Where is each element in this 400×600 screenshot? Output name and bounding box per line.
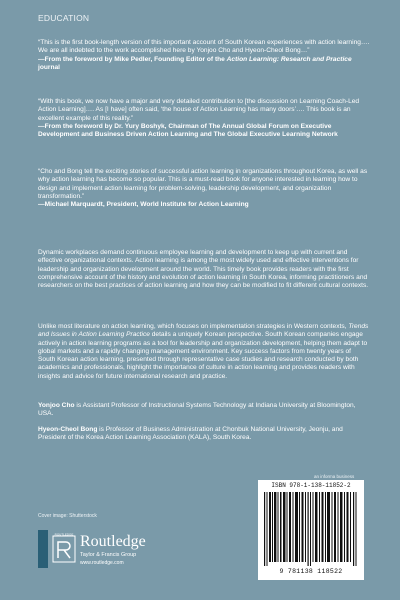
endorsement-quote-1	[38, 39, 370, 72]
description-paragraph-2: Unlike most literature on action learning, which focuses on implementation strategies in Western contexts, Trends and Issues in Action Learning Practice details a uniquely Korean perspective. South Korean companies engage actively in action learning programs as a tool for leadership and organization development, helping them adapt to global markets and a rapidly changing management environment. Key success factors from twenty years of South Korean action learning, presented through representative case studies and research conducted by both academics and professionals, highlight the importance of culture in action learning and provides readers with insights and advice for future international research and practice.	[38, 323, 369, 380]
endorsement-quote-2	[38, 98, 370, 139]
endorsement-quote-3	[38, 168, 370, 209]
author-name-2: Hyeon-Cheol Bong	[38, 426, 98, 433]
quote-1-attribution: —From the foreword by Mike Pedler, Founding Editor of the Action Learning: Research and Practice journal	[38, 55, 352, 71]
author-bio-1: Yonjoo Cho is Assistant Professor of Instructional Systems Technology at Indiana University at Bloomington, USA.	[38, 402, 356, 418]
quote-2-attribution: —From the foreword by Dr. Yury Boshyk, Chairman of The Annual Global Forum on Executive Development and Business Driven Action Learning and The Global Executive Learning Network	[38, 122, 338, 139]
author-bio-2: Hyeon-Cheol Bong is Professor of Business Administration at Chonbuk National University, Jeonju, and President of the Korea Action Learning Association (KALA), South Korea.	[38, 426, 343, 442]
publisher-url: www.routledge.com	[80, 560, 124, 566]
publisher-group: Taylor & Francis Group	[80, 552, 137, 558]
publisher-name: Routledge	[80, 533, 146, 550]
book-title: Trends and Issues in Action Learning Practice	[38, 323, 369, 339]
quote-3-text: “Cho and Bong tell the exciting stories of successful action learning in organizations throughout Korea, as well as why action learning has become so popular. This is a must-read book for anyone interested in learning how to design and implement action learning for problem-solving, leadership development, and organization transformation.”	[38, 168, 368, 200]
description-paragraph-1: Dynamic workplaces demand continuous employee learning and development to keep up with current and effective organizational contexts. Action learning is among the most widely used and effective interventions for leadership and organization development around the world. This timely book provides readers with the first comprehensive account of the history and evolution of action learning in South Korea, informing practitioners and researchers on the best practices of action learning and how they can be modified to fit different cultural contexts.	[38, 249, 369, 290]
quote-3-attribution: —Michael Marquardt, President, World Institute for Action Learning	[38, 201, 249, 209]
quote-2-text: “With this book, we now have a major and very detailed contribution to [the discussion on Learning Coach-Led Action Learning]…. As [I have] often said, ‘the house of Action Learning has many doors’…. This book is an excellent example of this reality.”	[38, 98, 360, 122]
emblem-text: ROUTLEDGE	[54, 532, 74, 537]
publisher-logo	[38, 530, 218, 575]
barcode	[258, 480, 364, 580]
isbn-label: ISBN 978-1-138-11852-2	[271, 482, 351, 489]
cover-credit: Cover image: Shutterstock	[38, 513, 97, 519]
publisher-strip	[38, 530, 48, 568]
routledge-emblem-icon	[52, 532, 76, 566]
informa-tag: an informa business	[314, 474, 355, 479]
author-name-1: Yonjoo Cho	[38, 402, 75, 409]
barcode-bars	[264, 492, 358, 566]
quote-1-text: “This is the first book-length version of this important account of South Korean experiences with action learning…. We are all indebted to the work accomplished here by Yonjoo Cho and Hyeon-Cheol Bong…”	[38, 39, 370, 55]
barcode-number: 9 781138 118522	[279, 568, 343, 575]
category-label: EDUCATION	[38, 13, 90, 23]
